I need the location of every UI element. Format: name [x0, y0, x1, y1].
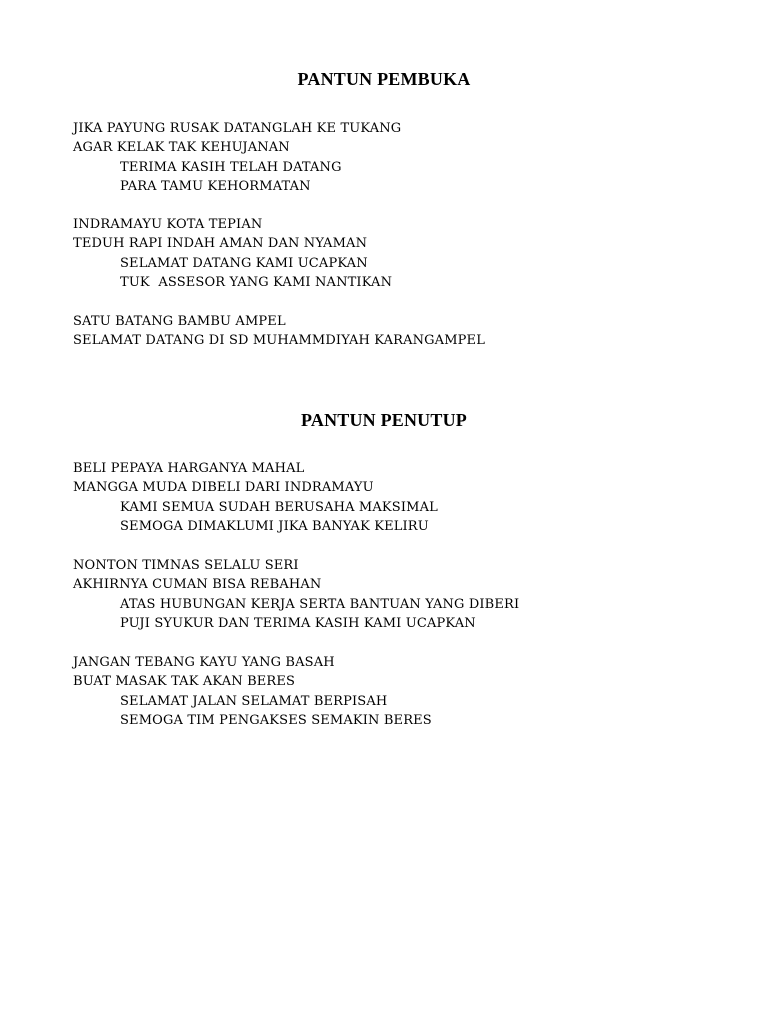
- stanza-pembuka-2: [73, 215, 392, 292]
- pantun-line: SELAMAT JALAN SELAMAT BERPISAH: [120, 693, 388, 709]
- stanza-pembuka-3: [73, 312, 485, 351]
- stanza-penutup-2: [73, 556, 519, 633]
- stanza-penutup-1: [73, 459, 438, 536]
- pantun-line: PUJI SYUKUR DAN TERIMA KASIH KAMI UCAPKAN: [120, 615, 476, 631]
- pantun-line: PARA TAMU KEHORMATAN: [120, 178, 311, 194]
- stanza-penutup-3: [73, 653, 432, 730]
- pantun-line: TUK ASSESOR YANG KAMI NANTIKAN: [120, 274, 393, 290]
- pantun-line: ATAS HUBUNGAN KERJA SERTA BANTUAN YANG DIBERI: [120, 596, 520, 612]
- pantun-line: AGAR KELAK TAK KEHUJANAN: [73, 140, 290, 156]
- pantun-line: SEMOGA TIM PENGAKSES SEMAKIN BERES: [120, 712, 432, 728]
- pantun-line: MANGGA MUDA DIBELI DARI INDRAMAYU: [73, 480, 374, 496]
- pantun-line: JANGAN TEBANG KAYU YANG BASAH: [73, 655, 335, 670]
- section-title-penutup: PANTUN PENUTUP: [301, 410, 467, 430]
- pantun-line: TERIMA KASIH TELAH DATANG: [120, 159, 342, 175]
- section-title-pembuka: PANTUN PEMBUKA: [297, 69, 471, 89]
- pantun-line: JIKA PAYUNG RUSAK DATANGLAH KE TUKANG: [73, 121, 402, 136]
- pantun-line: BELI PEPAYA HARGANYA MAHAL: [73, 461, 305, 476]
- pantun-line: SELAMAT DATANG KAMI UCAPKAN: [120, 255, 368, 271]
- pantun-line: SATU BATANG BAMBU AMPEL: [73, 314, 286, 329]
- pantun-line: AKHIRNYA CUMAN BISA REBAHAN: [73, 577, 322, 593]
- pantun-line: BUAT MASAK TAK AKAN BERES: [73, 674, 296, 690]
- pantun-line: TEDUH RAPI INDAH AMAN DAN NYAMAN: [73, 236, 368, 252]
- stanza-pembuka-1: [73, 119, 401, 196]
- pantun-line: INDRAMAYU KOTA TEPIAN: [73, 217, 263, 232]
- pantun-line: KAMI SEMUA SUDAH BERUSAHA MAKSIMAL: [120, 499, 438, 515]
- pantun-line: SEMOGA DIMAKLUMI JIKA BANYAK KELIRU: [120, 518, 429, 534]
- pantun-line: SELAMAT DATANG DI SD MUHAMMDIYAH KARANGAMPEL: [73, 333, 485, 349]
- pantun-line: NONTON TIMNAS SELALU SERI: [73, 558, 299, 573]
